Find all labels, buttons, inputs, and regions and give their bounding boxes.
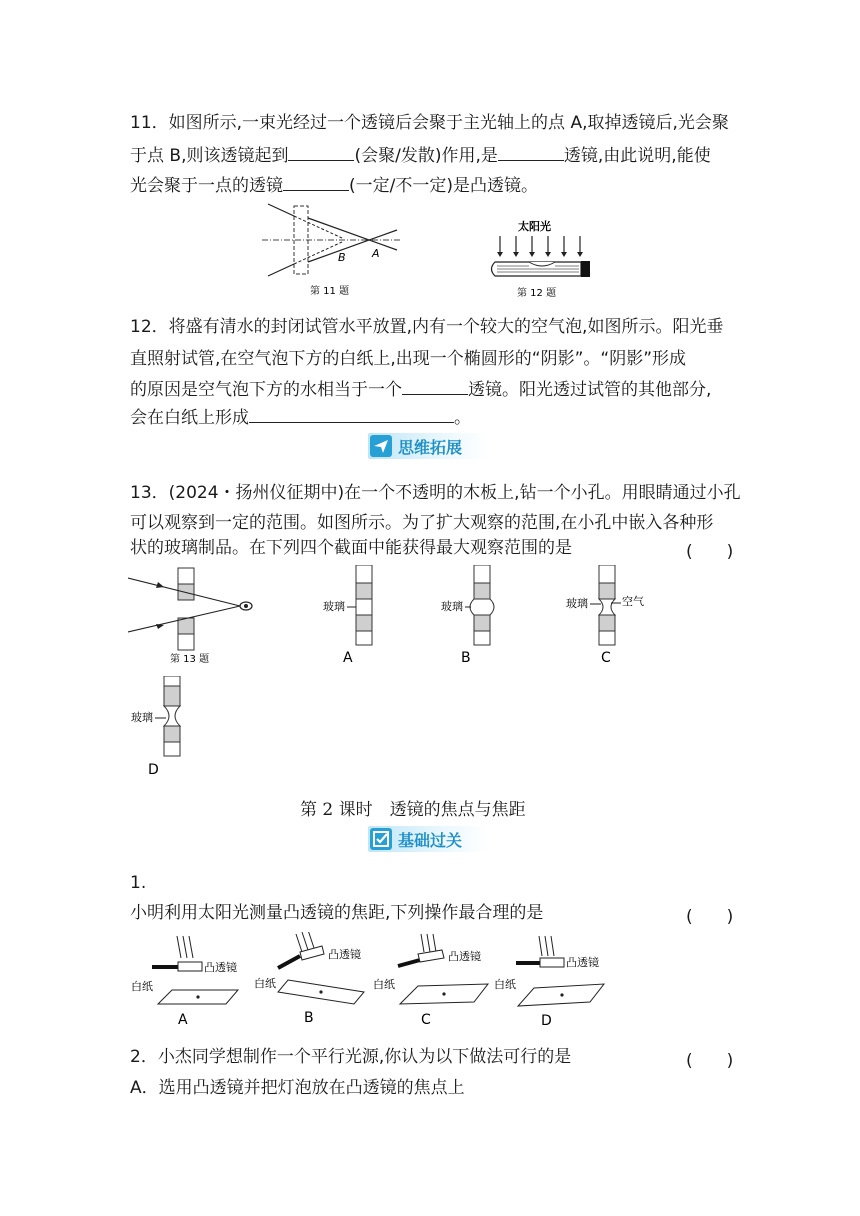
q1-option-c-figure [373,934,488,1028]
q12-answer-blank-2[interactable] [249,406,454,423]
q11-line-3 [130,174,538,197]
q13-line-2: 可以观察到一定的范围。如图所示。为了扩大观察的范围,在小孔中嵌入各种形 [130,513,714,533]
point-b-label: B [338,251,346,264]
figure-11-lens-diagram [262,198,407,298]
q13-answer-paren[interactable]: ( ) [686,542,734,562]
q1-option-c-label: C [421,1012,431,1028]
figure-13-option-b [438,565,498,669]
q2-text: 2．小杰同学想制作一个平行光源,你认为以下做法可行的是 [130,1047,572,1067]
paper-label: 白纸 [373,978,395,991]
glass-label: 玻璃 [131,711,153,724]
lesson-title: 第 2 课时 透镜的焦点与焦距 [300,800,526,820]
q12-text-c: 会在白纸上形成 [130,408,249,428]
option-a-label: A [343,650,353,666]
option-b-label: B [461,650,471,666]
paper-label: 白纸 [254,977,276,990]
banner-title: 思维拓展 [398,438,463,457]
q2-answer-paren[interactable]: ( ) [686,1051,734,1071]
option-d-label: D [148,762,159,778]
eye-icon [240,602,252,610]
glass-label: 玻璃 [323,600,345,613]
section-banner-thinking-extension [368,433,488,459]
option-c-label: C [601,650,611,666]
q11-answer-blank-2[interactable] [498,144,564,161]
lens-label: 凸透镜 [566,956,599,969]
q13-line-3: 状的玻璃制品。在下列四个截面中能获得最大观察范围的是 [130,538,572,558]
figure-13-option-d [128,676,188,780]
q11-text-c: 透镜,由此说明,能使 [563,146,711,166]
concave-air-gap [599,599,615,615]
point-a-label: A [372,247,380,260]
q12-line-3 [130,378,711,401]
q13-line-1: 13．(2024・扬州仪征期中)在一个不透明的木板上,钻一个小孔。用眼睛通过小孔 [130,483,741,503]
figure-12-test-tube-diagram [485,216,600,300]
q12-line-1: 12．将盛有清水的封闭试管水平放置,内有一个较大的空气泡,如图所示。阳光垂 [130,317,724,337]
q11-text-a: 于点 B,则该透镜起到 [130,146,289,166]
q1-option-d-figure [494,936,604,1029]
q12-line-2: 直照射试管,在空气泡下方的白纸上,出现一个椭圆形的“阴影”。“阴影”形成 [130,349,687,369]
q12-answer-blank-1[interactable] [402,378,468,395]
q1-option-b-label: B [304,1010,314,1026]
figure-13-option-c [563,565,658,669]
paper-label: 白纸 [494,978,516,991]
section-banner-basic-practice [368,826,488,852]
checkbox-icon [370,828,392,850]
concave-glass [164,706,180,726]
q12-line-4 [130,406,471,429]
lens-label: 凸透镜 [448,950,481,963]
q11-text-b: (会聚/发散)作用,是 [354,146,498,166]
air-label: 空气 [622,595,644,608]
figure-13-option-a [320,565,380,669]
convex-glass [470,599,494,615]
q2-option-a[interactable]: A．选用凸透镜并把灯泡放在凸透镜的焦点上 [130,1078,465,1098]
figure-13-caption: 第 13 题 [170,654,210,665]
q11-text-e: (一定/不一定)是凸透镜。 [349,176,538,196]
q1-number: 1. [130,873,147,893]
q11-answer-blank-3[interactable] [283,174,349,191]
sunlight-arrows [500,236,580,254]
q1-text: 小明利用太阳光测量凸透镜的焦距,下列操作最合理的是 [130,903,544,923]
q1-option-a-label: A [178,1012,188,1028]
tube-stopper [581,261,590,277]
flat-glass [356,599,372,615]
q1-figure-options [128,932,728,1030]
q12-text-b: 透镜。阳光透过试管的其他部分, [468,380,712,400]
q12-text-a: 的原因是空气泡下方的水相当于一个 [130,380,402,400]
q1-option-a-figure [131,936,238,1028]
q1-option-d-label: D [541,1013,552,1029]
lens-label: 凸透镜 [204,961,237,974]
figure-11-caption: 第 11 题 [310,286,350,297]
figure-12-caption: 第 12 题 [517,288,557,299]
q12-text-d: 。 [454,408,471,428]
q11-answer-blank-1[interactable] [288,144,354,161]
paper-label: 白纸 [131,980,153,993]
glass-label: 玻璃 [566,597,588,610]
q11-text-d: 光会聚于一点的透镜 [130,176,283,196]
q11-line-1: 11．如图所示,一束光经过一个透镜后会聚于主光轴上的点 A,取掉透镜后,光会聚 [130,113,729,133]
lens-label: 凸透镜 [328,948,361,961]
q11-line-2 [130,144,711,167]
q1-answer-paren[interactable]: ( ) [686,907,734,927]
figure-13-eye-diagram [128,566,268,668]
q1-option-b-figure [254,932,364,1026]
glass-label: 玻璃 [441,600,463,613]
paper-plane-icon [370,435,392,457]
sunlight-label: 太阳光 [518,220,551,233]
banner-title: 基础过关 [398,831,463,850]
